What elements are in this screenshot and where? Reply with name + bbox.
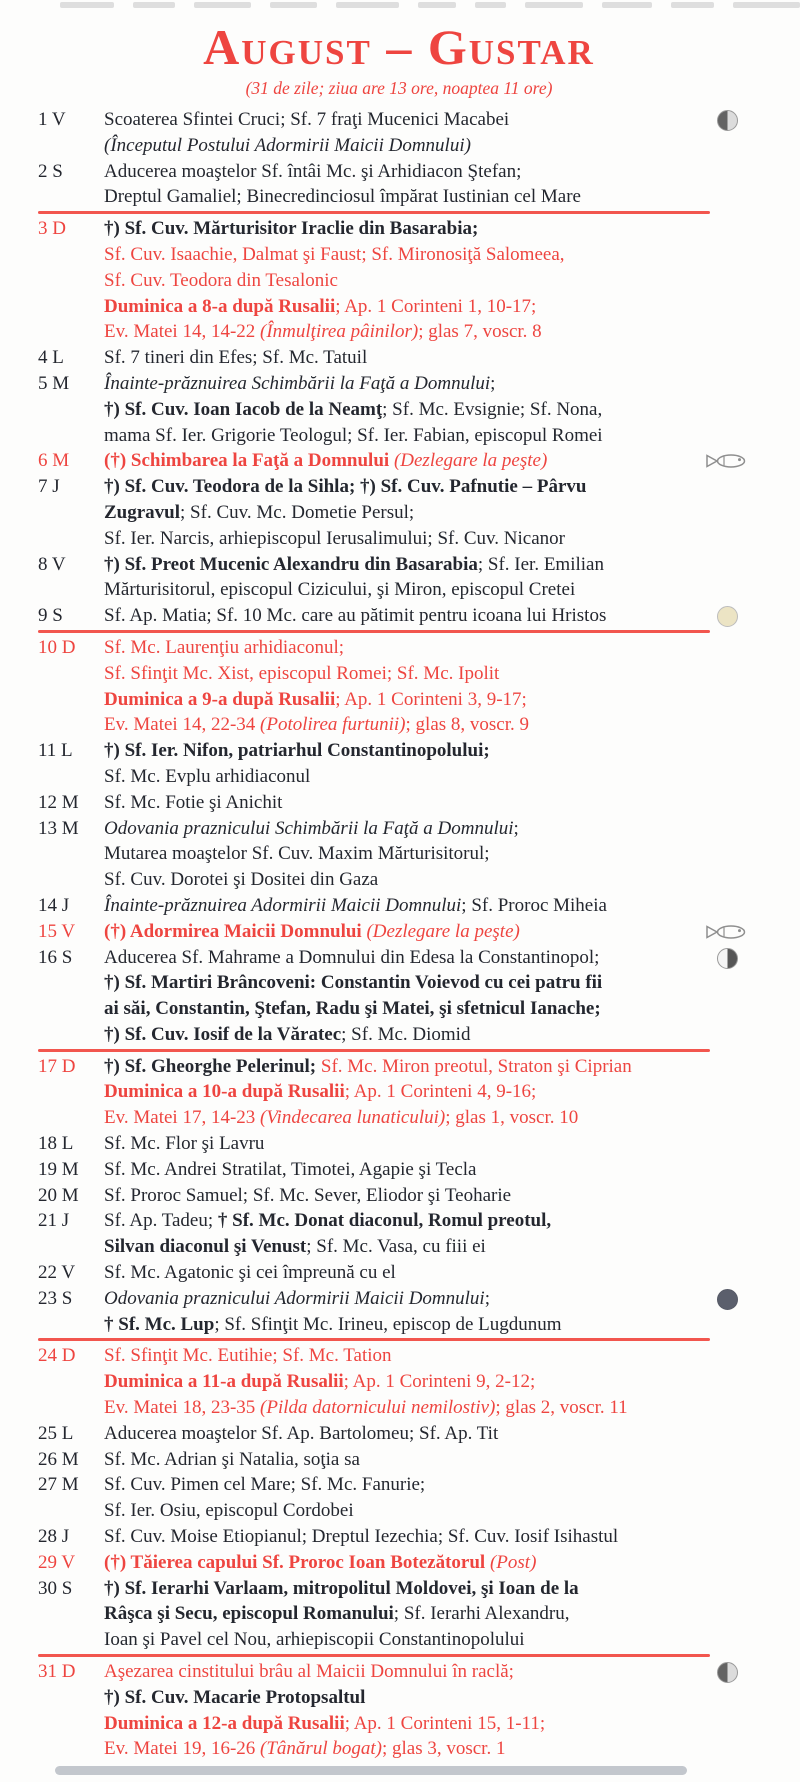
calendar-entry-10 [38,635,760,738]
text-segment: ai săi, Constantin, Ştefan, Radu şi Matei, şi sfetnicul Ianache; [104,998,601,1020]
text-segment: ; Sf. Mc. Vasa, cu fiii ei [306,1236,486,1258]
entry-line [104,577,760,603]
text-segment: †) Sf. Ierarhi Varlaam, mitropolitul Moldovei, şi Ioan de la [104,1577,579,1599]
day-content [104,474,760,551]
day-content [104,1576,760,1653]
calendar-entry-19 [38,1157,760,1183]
entry-line [104,1286,760,1312]
text-segment: Sf. Ier. Narcis, arhiepiscopul Ierusalimului; Sf. Cuv. Nicanor [104,527,565,549]
text-segment: Sf. Mc. Miron preotul, Straton şi Ciprian [320,1055,632,1077]
text-segment: (Dezlegare la peşte) [393,450,548,472]
day-content [104,1659,760,1762]
day-content [104,1260,760,1286]
text-segment: Ioan şi Pavel cel Nou, arhiepiscopii Constantinopolului [104,1629,525,1651]
day-label: 4 L [38,347,64,369]
day-label: 13 M [38,817,79,839]
sunday-separator-rule [38,1338,710,1341]
text-segment: Sf. Ier. Osiu, episcopul Cordobei [104,1500,354,1522]
entry-line [104,345,760,371]
text-segment: (Vindecarea lunaticului) [260,1107,446,1129]
calendar-entry-6 [38,448,760,474]
entry-line [104,1234,760,1260]
day-label: 12 M [38,791,79,813]
entry-line [104,294,760,320]
text-segment: ; Ap. 1 Corinteni 1, 10-17; [335,295,537,317]
day-label: 17 D [38,1055,76,1077]
entry-line [104,397,760,423]
text-segment: ; glas 2, voscr. 11 [495,1397,628,1419]
text-segment: Ev. Matei 14, 14-22 [104,321,261,343]
entry-line [104,526,760,552]
page-scan-edge-artifact [60,2,800,8]
text-segment: ; Sf. Cuv. Mc. Dometie Persul; [180,501,415,523]
entry-line [104,1105,760,1131]
text-segment: Silvan diaconul şi Venust [104,1236,307,1258]
text-segment: †) Sf. Ier. Nifon, patriarhul Constantinopolului; [104,740,490,762]
day-content [104,1343,760,1420]
day-content [104,1054,760,1131]
page-header [38,0,760,100]
day-label: 5 M [38,372,70,394]
scan-dash [60,2,114,8]
day-label: 9 S [38,605,63,627]
text-segment: ; Ap. 1 Corinteni 9, 2-12; [343,1371,536,1393]
text-segment: Înainte-prăznuirea Schimbării la Faţă a Domnului [104,372,491,394]
entry-line [104,1447,760,1473]
day-content [104,1286,760,1338]
text-segment: †) Sf. Cuv. Macarie Protopsaltul [104,1686,366,1708]
text-segment: ; glas 7, voscr. 8 [418,321,542,343]
moon-full-icon [717,606,738,627]
text-segment: Sf. Cuv. Dorotei şi Dositei din Gaza [104,869,379,891]
text-segment: Sf. 7 tineri din Efes; Sf. Mc. Tatuil [104,347,368,369]
day-content [104,552,760,604]
scan-dash [602,2,652,8]
text-segment: Duminica a 11-a după Rusalii [104,1371,344,1393]
entry-line [104,1576,760,1602]
text-segment: ; Sf. Ierarhi Alexandru, [393,1603,570,1625]
entry-line [104,1260,760,1286]
day-content [104,1157,760,1183]
calendar-entry-27 [38,1472,760,1524]
entry-line [104,738,760,764]
moon-last-quarter-icon [717,110,738,131]
entry-line [104,661,760,687]
entry-line [104,107,760,133]
calendar-entry-16 [38,945,760,1048]
text-segment: Ev. Matei 18, 23-35 [104,1397,261,1419]
calendar-entry-1 [38,107,760,159]
calendar-entry-8 [38,552,760,604]
entry-line [104,371,760,397]
day-label: 16 S [38,946,73,968]
entry-line [104,867,760,893]
day-content [104,107,760,159]
entry-line [104,1421,760,1447]
text-segment: Sf. Mc. Fotie şi Anichit [104,791,283,813]
entry-line [104,945,760,971]
entry-line [104,1054,760,1080]
entry-line [104,1343,760,1369]
day-content [104,1421,760,1447]
entry-line [104,1208,760,1234]
text-segment: mama Sf. Ier. Grigorie Teologul; Sf. Ier. Fabian, episcopul Romei [104,424,603,446]
entry-line [104,242,760,268]
day-content [104,790,760,816]
text-segment: (Dezlegare la peşte) [366,920,520,942]
entry-line [104,184,760,210]
day-content [104,1183,760,1209]
calendar-entry-14 [38,893,760,919]
scan-dash [525,2,584,8]
text-segment: Sf. Cuv. Teodora din Tesalonic [104,269,338,291]
text-segment: ; [513,817,519,839]
text-segment: Duminica a 10-a după Rusalii [104,1081,345,1103]
calendar-entry-11 [38,738,760,790]
day-content [104,635,760,738]
entry-line [104,216,760,242]
scan-dash [133,2,175,8]
entry-line [104,423,760,449]
entry-line [104,816,760,842]
entry-line [104,552,760,578]
text-segment: Aşezarea cinstitului brâu al Maicii Domnului în raclă; [104,1661,514,1683]
day-content [104,893,760,919]
entry-line [104,1079,760,1105]
entry-line [104,919,760,945]
text-segment: Sf. Mc. Flor şi Lavru [104,1133,265,1155]
text-segment: ; Sf. Mc. Evsignie; Sf. Nona, [382,398,603,420]
day-label: 27 M [38,1474,79,1496]
sunday-separator-rule [38,630,710,633]
calendar-entry-18 [38,1131,760,1157]
day-label: 29 V [38,1551,76,1573]
day-label: 3 D [38,218,66,240]
text-segment: † Sf. Mc. Lup [104,1313,215,1335]
fish-icon [704,452,750,470]
calendar-entry-12 [38,790,760,816]
text-segment: Aducerea moaştelor Sf. întâi Mc. şi Arhidiacon Ştefan; [104,160,522,182]
calendar-entry-31 [38,1659,760,1762]
text-segment: Sf. Ap. Matia; Sf. 10 Mc. care au pătimit pentru icoana lui Hristos [104,605,607,627]
text-segment: ; Sf. Ier. Emilian [477,553,604,575]
day-content [104,216,760,345]
calendar-entry-21 [38,1208,760,1260]
text-segment: Sf. Sfinţit Mc. Eutihie; Sf. Mc. Tation [104,1345,392,1367]
day-content [104,1131,760,1157]
entry-line [104,1659,760,1685]
text-segment: †) Sf. Cuv. Ioan Iacob de la Neamţ [104,398,383,420]
entry-line [104,319,760,345]
day-content [104,945,760,1048]
entry-line [104,970,760,996]
entry-line [104,1601,760,1627]
day-label: 15 V [38,920,76,942]
text-segment: Ev. Matei 14, 22-34 [104,714,261,736]
day-content [104,345,760,371]
entry-line [104,159,760,185]
text-segment: Sf. Mc. Adrian şi Natalia, soţia sa [104,1448,360,1470]
day-label: 18 L [38,1133,74,1155]
entry-line [104,133,760,159]
entry-line [104,635,760,661]
calendar-entry-29 [38,1550,760,1576]
scan-dash [733,2,800,8]
day-content [104,371,760,448]
entry-line [104,1711,760,1737]
day-label: 8 V [38,553,66,575]
moon-new-icon [717,1289,738,1310]
entry-line [104,996,760,1022]
day-label: 25 L [38,1422,74,1444]
day-content [104,159,760,211]
entry-line [104,1498,760,1524]
text-segment: Sf. Mc. Agatonic şi cei împreună cu el [104,1262,396,1284]
day-content [104,448,760,474]
entry-line [104,1157,760,1183]
calendar-entry-4 [38,345,760,371]
entry-line [104,1472,760,1498]
text-segment: (†) Adormirea Maicii Domnului [104,920,367,942]
entry-line [104,1736,760,1762]
text-segment: Duminica a 9-a după Rusalii [104,688,336,710]
text-segment: †) Sf. Cuv. Mărturisitor Iraclie din Basarabia; [104,218,479,240]
text-segment: (Tânărul bogat) [260,1738,382,1760]
entry-line [104,841,760,867]
text-segment: †) Sf. Cuv. Iosif de la Văratec [104,1023,342,1045]
calendar-entry-28 [38,1524,760,1550]
text-segment: ; [490,372,496,394]
text-segment: ; Ap. 1 Corinteni 4, 9-16; [344,1081,537,1103]
text-segment: (Începutul Postului Adormirii Maicii Domnului) [104,134,471,156]
calendar-entry-2 [38,159,760,211]
calendar-entries [38,107,760,1762]
calendar-entry-15 [38,919,760,945]
scan-dash [418,2,455,8]
text-segment: ; Sf. Sfinţit Mc. Irineu, episcop de Lugdunum [214,1313,562,1335]
day-label: 31 D [38,1661,76,1683]
calendar-entry-20 [38,1183,760,1209]
day-label: 23 S [38,1287,73,1309]
text-segment: (†) Schimbarea la Faţă a Domnului [104,450,394,472]
entry-line [104,1312,760,1338]
text-segment: Dreptul Gamaliel; Binecredinciosul împărat Iustinian cel Mare [104,186,581,208]
calendar-entry-9 [38,603,760,629]
calendar-entry-3 [38,216,760,345]
text-segment: (Înmulţirea pâinilor) [260,321,419,343]
day-content [104,816,760,893]
text-segment: Înainte-prăznuirea Adormirii Maicii Domnului [104,894,462,916]
entry-line [104,1550,760,1576]
entry-line [104,1183,760,1209]
entry-line [104,893,760,919]
text-segment: † Sf. Mc. Donat diaconul, Romul preotul, [217,1210,552,1232]
day-label: 20 M [38,1184,79,1206]
text-segment: †) Sf. Gheorghe Pelerinul; [104,1055,321,1077]
text-segment: Zugravul [104,501,181,523]
text-segment: Aducerea moaştelor Sf. Ap. Bartolomeu; Sf. Ap. Tit [104,1422,499,1444]
month-subtitle: (31 de zile; ziua are 13 ore, noaptea 11 ore) [245,78,553,98]
entry-line [104,268,760,294]
text-segment: Duminica a 8-a după Rusalii [104,295,336,317]
calendar-entry-25 [38,1421,760,1447]
text-segment: Ev. Matei 19, 16-26 [104,1738,261,1760]
entry-line [104,712,760,738]
text-segment: Sf. Proroc Samuel; Sf. Mc. Sever, Eliodor şi Teoharie [104,1184,512,1206]
text-segment: Mărturisitorul, episcopul Cizicului, şi Miron, episcopul Cretei [104,579,576,601]
text-segment: †) Sf. Preot Mucenic Alexandru din Basarabia [104,553,478,575]
text-segment: Sf. Cuv. Isaachie, Dalmat şi Faust; Sf. Mironosiţă Salomeea, [104,243,565,265]
day-label: 30 S [38,1577,73,1599]
day-label: 6 M [38,450,70,472]
text-segment: (Potolirea furtunii) [260,714,406,736]
text-segment: Duminica a 12-a după Rusalii [104,1712,345,1734]
day-label: 24 D [38,1345,76,1367]
moon-first-quarter-icon [717,948,738,969]
day-label: 14 J [38,894,70,916]
day-content [104,1472,760,1524]
day-label: 28 J [38,1526,70,1548]
text-segment: Mutarea moaştelor Sf. Cuv. Maxim Mărturisitorul; [104,843,490,865]
text-segment: ; glas 8, voscr. 9 [405,714,530,736]
calendar-entry-30 [38,1576,760,1653]
scan-dash [194,2,251,8]
calendar-entry-23 [38,1286,760,1338]
calendar-entry-5 [38,371,760,448]
day-content [104,1447,760,1473]
calendar-entry-13 [38,816,760,893]
text-segment: ; Ap. 1 Corinteni 3, 9-17; [335,688,527,710]
sunday-separator-rule [38,1654,710,1657]
day-label: 10 D [38,636,76,658]
day-content [104,738,760,790]
entry-line [104,1369,760,1395]
calendar-entry-7 [38,474,760,551]
text-segment: ; glas 3, voscr. 1 [381,1738,506,1760]
sunday-separator-rule [38,1049,710,1052]
day-content [104,1208,760,1260]
text-segment: Scoaterea Sfintei Cruci; Sf. 7 fraţi Mucenici Macabei [104,109,510,130]
text-segment: ; Ap. 1 Corinteni 15, 1-11; [344,1712,546,1734]
day-label: 26 M [38,1448,79,1470]
day-label: 19 M [38,1158,79,1180]
scan-dash [671,2,714,8]
text-segment: Sf. Cuv. Pimen cel Mare; Sf. Mc. Fanurie; [104,1474,426,1496]
calendar-entry-24 [38,1343,760,1420]
sunday-separator-rule [38,211,710,214]
day-content [104,1550,760,1576]
text-segment: (†) Tăierea capului Sf. Proroc Ioan Botezătorul [104,1551,490,1573]
text-segment: Râşca şi Secu, episcopul Romanului [104,1603,394,1625]
text-segment: Sf. Cuv. Moise Etiopianul; Dreptul Iezechia; Sf. Cuv. Iosif Isihastul [104,1526,619,1548]
day-content [104,919,760,945]
text-segment: ; Sf. Proroc Miheia [461,894,607,916]
entry-line [104,500,760,526]
calendar-entry-22 [38,1260,760,1286]
entry-line [104,474,760,500]
day-label: 7 J [38,476,60,498]
day-label: 21 J [38,1210,70,1232]
text-segment: ; [484,1287,490,1309]
scan-dash [270,2,316,8]
text-segment: Ev. Matei 17, 14-23 [104,1107,261,1129]
day-label: 1 V [38,109,66,130]
entry-line [104,1685,760,1711]
text-segment: (Post) [489,1551,537,1573]
day-label: 2 S [38,160,63,182]
day-label: 22 V [38,1262,76,1284]
calendar-entry-17 [38,1054,760,1131]
entry-line [104,603,760,629]
text-segment: Sf. Mc. Evplu arhidiaconul [104,765,311,787]
text-segment: ; Sf. Mc. Diomid [341,1023,471,1045]
text-segment: Sf. Mc. Laurenţiu arhidiaconul; [104,636,345,658]
entry-line [104,1524,760,1550]
text-segment: †) Sf. Martiri Brâncoveni: Constantin Voievod cu cei patru fii [104,972,603,994]
entry-line [104,1395,760,1421]
entry-line [104,1627,760,1653]
fish-icon [704,923,750,941]
entry-line [104,790,760,816]
moon-last-quarter-icon [717,1662,738,1683]
calendar-entry-26 [38,1447,760,1473]
text-segment: Sf. Mc. Andrei Stratilat, Timotei, Agapie şi Tecla [104,1158,477,1180]
page-bottom-scan-bar [55,1766,687,1775]
entry-line [104,1022,760,1048]
entry-line [104,764,760,790]
day-content [104,1524,760,1550]
day-label: 11 L [38,740,73,762]
entry-line [104,687,760,713]
text-segment: Odovania praznicului Adormirii Maicii Domnului [104,1287,485,1309]
text-segment: †) Sf. Cuv. Teodora de la Sihla; †) Sf. Cuv. Pafnutie – Pârvu [104,476,587,498]
text-segment: ; glas 1, voscr. 10 [445,1107,579,1129]
day-content [104,603,760,629]
scan-dash [475,2,506,8]
text-segment: (Pilda datornicului nemilostiv) [260,1397,496,1419]
month-title: August – Gustar [203,19,595,75]
scan-dash [336,2,400,8]
entry-line [104,1131,760,1157]
text-segment: Sf. Ap. Tadeu; [104,1210,218,1232]
entry-line [104,448,760,474]
text-segment: Odovania praznicului Schimbării la Faţă a Domnului [104,817,514,839]
text-segment: Sf. Sfinţit Mc. Xist, episcopul Romei; Sf. Mc. Ipolit [104,662,500,684]
text-segment: Aducerea Sf. Mahrame a Domnului din Edesa la Constantinopol; [104,946,600,968]
